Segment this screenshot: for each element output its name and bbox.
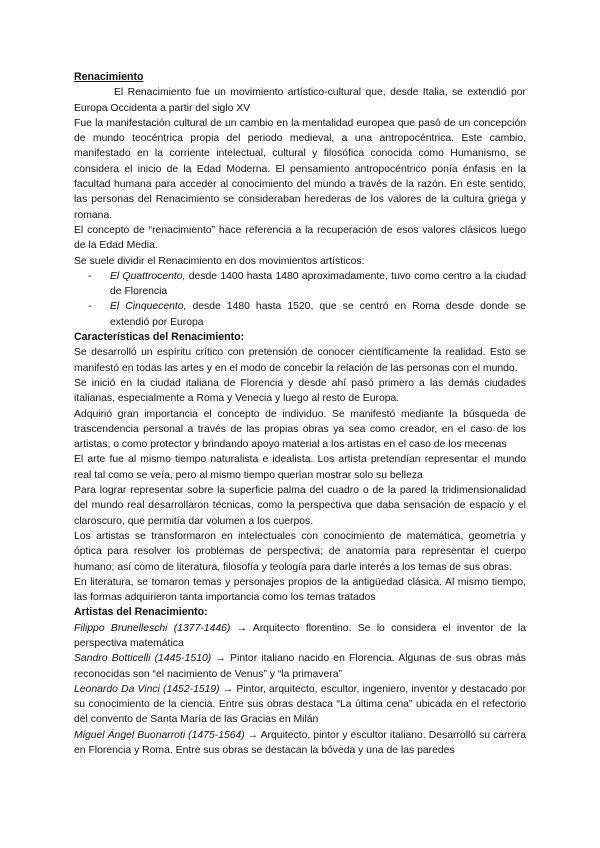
movements-list [74,269,526,330]
feature-paragraph: Los artistas se transformaron en intelectuales con conocimiento de matemática, geometría y óptica para resolver los problemas de perspectiva; de anatomía para representar el cuerpo humano; así como de literatura, filosofía y teología para darle interés a los temas de sus obras. [74,530,526,573]
intro-paragraph-3: El concepto de “renacimiento” hace referencia a la recuperación de esos valores clásicos luego de la Edad Media. [74,224,526,252]
movement-text: desde 1480 hasta 1520, que se centró en Roma desde donde se extendió por Europa [110,301,526,328]
artist-text: → Arquitecto, pintor y escultor italiano. Desarrolló su carrera en Florencia y Roma. Entre sus obras se destacan la bóveda y una de las paredes [74,729,526,757]
artist-name: Filippo Brunelleschi (1377-1446) [74,622,231,634]
list-item [74,269,526,300]
intro-paragraph-4: Se suele dividir el Renacimiento en dos movimientos artísticos: [74,255,365,267]
artists-heading: Artistas del Renacimiento: [74,606,208,619]
feature-paragraph: Adquirió gran importancia el concepto de individuo. Se manifestó mediante la búsqueda de trascendencia personal a través de las propias obras ya sea como creador, en el caso de los artistas; o como protector y brindando apoyo material a los artistas en el caso de los mecenas [74,408,526,451]
artist-entry [74,621,526,652]
dash-bullet: - [88,270,92,282]
list-item [74,299,526,330]
artist-text: → Pintor, arquitecto, escultor, ingeniero, inventor y destacado por su conocimiento de la ciencia. Entre sus obras destaca “La última cena” ubicada en el refectorio del convento de Santa María de las Gracias en Milán [74,683,526,726]
movement-text: desde 1400 hasta 1480 aproximadamente, tuvo como centro a la ciudad de Florencia [110,270,526,298]
artist-text: → Pintor italiano nacido en Florencia. Algunas de sus obras más reconocidas son “el nacimiento de Venus” y “la primavera” [74,653,526,680]
feature-paragraph: En literatura, se tomaron temas y personajes propios de la antigüedad clásica. Al mismo tiempo, las formas adquirieron tanta importancia como los temas tratados [74,576,526,604]
feature-paragraph: Para lograr representar sobre la superficie palma del cuadro o de la pared la tridimensionalidad del mundo real desarrollaron técnicas, como la perspectiva que daba sensación de espacio y el claroscuro, que permitía dar volumen a los cuerpos. [74,485,526,527]
feature-paragraph: El arte fue al mismo tiempo naturalista e idealista. Los artista pretendían representar el mundo real tal como se veía, pero al mismo tiempo querían mostrar solo su belleza [74,454,526,481]
intro-paragraph-2: Fue la manifestación cultural de un cambio en la mentalidad europea que pasó de un concepción de mundo teocéntrica propia del periodo medieval, a una antropocéntrica. Este cambio, manifestado en la corriente intelectual, cultural y filosófica conocida como Humanismo, se considera el inicio de la Edad Moderna. El pensamiento antropocéntrico ponía énfasis en la facultad humana para acceder al conocimiento del mundo a través de la razón. En este sentido, las personas del Renacimiento se consideraban herederas de los valores de la cultura griega y romana. [74,117,526,221]
artist-entry [74,682,526,728]
feature-paragraph: Se inició en la ciudad italiana de Florencia y desde ahí pasó primero a las demás ciudades italianas, especialmente a Roma y Venecia y luego al resto de Europa. [74,377,526,405]
artist-name: Sandro Botticelli (1445-1510) [74,653,212,665]
feature-paragraph: Se desarrolló un espíritu crítico con pretensión de conocer científicamente la realidad. Esto se manifestó en todas las artes y en el modo de concebir la relación de las personas con el mundo. [74,347,526,374]
artist-name: Miguel Ángel Buonarroti (1475-1564) [74,729,245,741]
dash-bullet: - [88,301,92,313]
artist-entry [74,728,526,759]
document-title: Renacimiento [74,71,144,83]
movement-name: El Cinquecento, [110,301,187,313]
features-heading: Características del Renacimiento: [74,331,245,344]
intro-paragraph-1: El Renacimiento fue un movimiento artístico-cultural que, desde Italia, se extendió por Europa Occidenta a partir del siglo XV [74,87,526,114]
artist-text: → Arquitecto florentino. Se lo considera el inventor de la perspectiva matemática [74,622,526,649]
artist-name: Leonardo Da Vinci (1452-1519) [74,683,220,695]
movement-name: El Quattrocento, [110,270,186,282]
artist-entry [74,651,526,682]
